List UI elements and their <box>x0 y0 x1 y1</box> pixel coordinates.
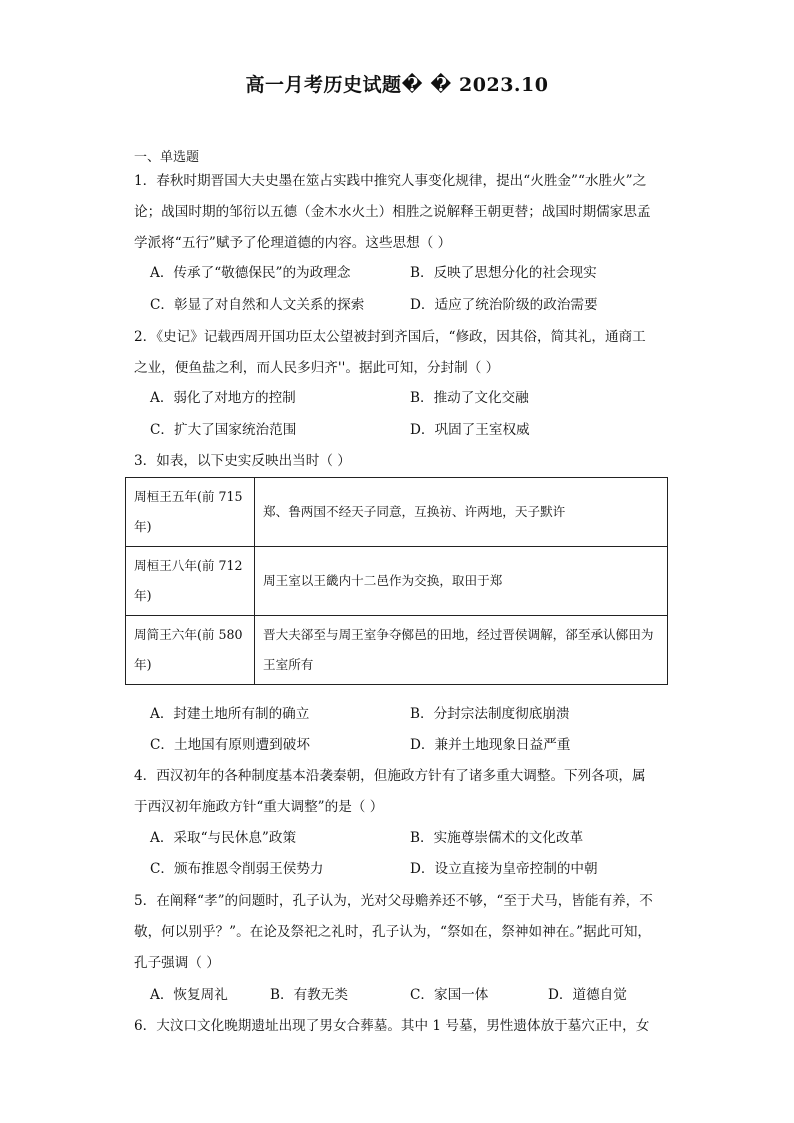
question-1-line: 论；战国时期的邹衍以五德（金木水火土）相胜之说解释王朝更替；战国时期儒家思孟 <box>134 204 651 220</box>
question-3-table <box>125 477 668 685</box>
question-5-option-c: C．家国一体 <box>410 987 489 1003</box>
question-5-option-a: A．恢复周礼 <box>150 987 228 1003</box>
question-4-option-a: A．采取“与民休息”政策 <box>150 830 297 846</box>
table-cell-date: 周桓王八年(前 712 年) <box>126 547 255 616</box>
page-title: 高一月考历史试题� � 2023.10 <box>245 74 549 96</box>
question-2-option-c: C．扩大了国家统治范围 <box>150 422 297 438</box>
section-heading: 一、单选题 <box>134 150 200 165</box>
question-1-option-a: A．传承了“敬德保民”的为政理念 <box>150 265 351 281</box>
question-1-option-d: D．适应了统治阶级的政治需要 <box>410 297 598 313</box>
table-cell-date: 周桓王五年(前 715 年) <box>126 478 255 547</box>
question-5-option-d: D．道德自觉 <box>548 987 627 1003</box>
question-1-option-c: C．彰显了对自然和人文关系的探索 <box>150 297 365 313</box>
question-1-line: 1．春秋时期晋国大夫史墨在筮占实践中推究人事变化规律，提出“火胜金”“水胜火”之 <box>134 173 647 189</box>
question-1-line: 学派将“五行”赋予了伦理道德的内容。这些思想（ ） <box>134 235 452 251</box>
question-3-option-c: C．土地国有原则遭到破坏 <box>150 737 310 753</box>
table-row <box>126 547 668 616</box>
table-cell-event: 晋大夫郤至与周王室争夺鄇邑的田地，经过晋侯调解，郤至承认鄇田为王室所有 <box>255 616 668 685</box>
question-5-line: 5．在阐释“孝”的问题时，孔子认为，光对父母赡养还不够，“至于犬马，皆能有养，不 <box>134 893 653 909</box>
table-cell-event: 郑、鲁两国不经天子同意，互换祊、许两地，天子默许 <box>255 478 668 547</box>
question-4-option-b: B．实施尊崇儒术的文化改革 <box>410 830 584 846</box>
question-4-line: 于西汉初年施政方针“重大调整”的是（ ） <box>134 799 384 815</box>
question-2-line: 之业，便鱼盐之利，而人民多归齐''。据此可知，分封制（ ） <box>134 360 500 376</box>
table-row <box>126 616 668 685</box>
question-5-line: 敬，何以别乎？”。在论及祭祀之礼时，孔子认为，“祭如在，祭神如神在。”据此可知， <box>134 924 652 940</box>
question-2-option-d: D．巩固了王室权威 <box>410 422 530 438</box>
question-2-option-a: A．弱化了对地方的控制 <box>150 390 296 406</box>
question-2-line: 2．《史记》记载西周开国功臣太公望被封到齐国后，“修政，因其俗，简其礼，通商工 <box>134 329 646 345</box>
question-2-option-b: B．推动了文化交融 <box>410 390 529 406</box>
question-5-line: 孔子强调（ ） <box>134 955 220 971</box>
table-cell-event: 周王室以王畿内十二邑作为交换，取田于郑 <box>255 547 668 616</box>
question-4-option-c: C．颁布推恩令削弱王侯势力 <box>150 861 324 877</box>
question-3-option-d: D．兼并土地现象日益严重 <box>410 737 571 753</box>
table-cell-date: 周简王六年(前 580 年) <box>126 616 255 685</box>
question-3-option-b: B．分封宗法制度彻底崩溃 <box>410 706 570 722</box>
question-6-line: 6．大汶口文化晚期遗址出现了男女合葬墓。其中 1 号墓，男性遗体放于墓穴正中，女 <box>134 1018 650 1034</box>
question-5-option-b: B．有教无类 <box>270 987 348 1003</box>
question-4-option-d: D．设立直接为皇帝控制的中朝 <box>410 861 598 877</box>
question-4-line: 4．西汉初年的各种制度基本沿袭秦朝，但施政方针有了诸多重大调整。下列各项，属 <box>134 768 646 784</box>
question-3-line: 3．如表，以下史实反映出当时（ ） <box>134 453 351 469</box>
question-1-option-b: B．反映了思想分化的社会现实 <box>410 265 597 281</box>
question-3-option-a: A．封建土地所有制的确立 <box>150 706 310 722</box>
table-row <box>126 478 668 547</box>
